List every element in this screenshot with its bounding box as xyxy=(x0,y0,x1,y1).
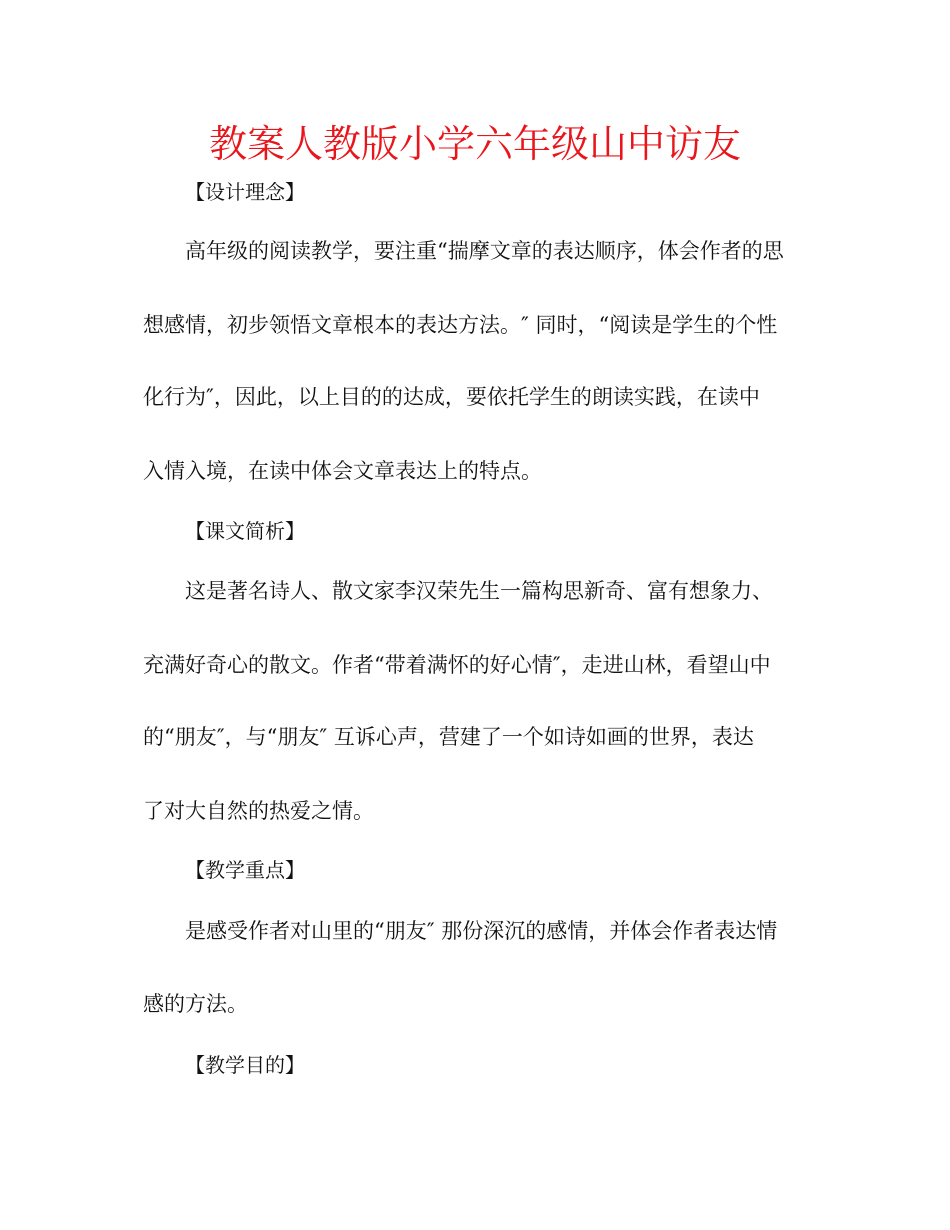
document-title: 教案人教版小学六年级山中访友 xyxy=(208,122,741,166)
paragraph-line: 充满好奇心的散文。作者“带着满怀的好心情″，走进山林，看望山中 xyxy=(143,653,771,677)
section-heading-teaching-focus: 【教学重点】 xyxy=(185,858,305,882)
paragraph-line: 是感受作者对山里的“朋友″ 那份深沉的感情，并体会作者表达情 xyxy=(185,919,778,943)
section-heading-text-analysis: 【课文简析】 xyxy=(185,519,305,543)
paragraph-line: 感的方法。 xyxy=(143,992,248,1016)
paragraph-line: 高年级的阅读教学，要注重“揣摩文章的表达顺序，体会作者的思 xyxy=(185,239,784,263)
paragraph-line: 想感情，初步领悟文章根本的表达方法。″ 同时，“阅读是学生的个性 xyxy=(143,313,778,337)
paragraph-line: 这是著名诗人、散文家李汉荣先生一篇构思新奇、富有想象力、 xyxy=(185,579,773,603)
paragraph-line: 的“朋友″，与“朋友″ 互诉心声，营建了一个如诗如画的世界，表达 xyxy=(143,725,754,749)
section-heading-teaching-goals: 【教学目的】 xyxy=(185,1053,305,1077)
paragraph-line: 入情入境，在读中体会文章表达上的特点。 xyxy=(143,459,542,483)
section-heading-design-concept: 【设计理念】 xyxy=(185,180,305,204)
paragraph-line: 了对大自然的热爱之情。 xyxy=(143,799,374,823)
paragraph-line: 化行为″，因此，以上目的的达成，要依托学生的朗读实践，在读中 xyxy=(143,385,760,409)
